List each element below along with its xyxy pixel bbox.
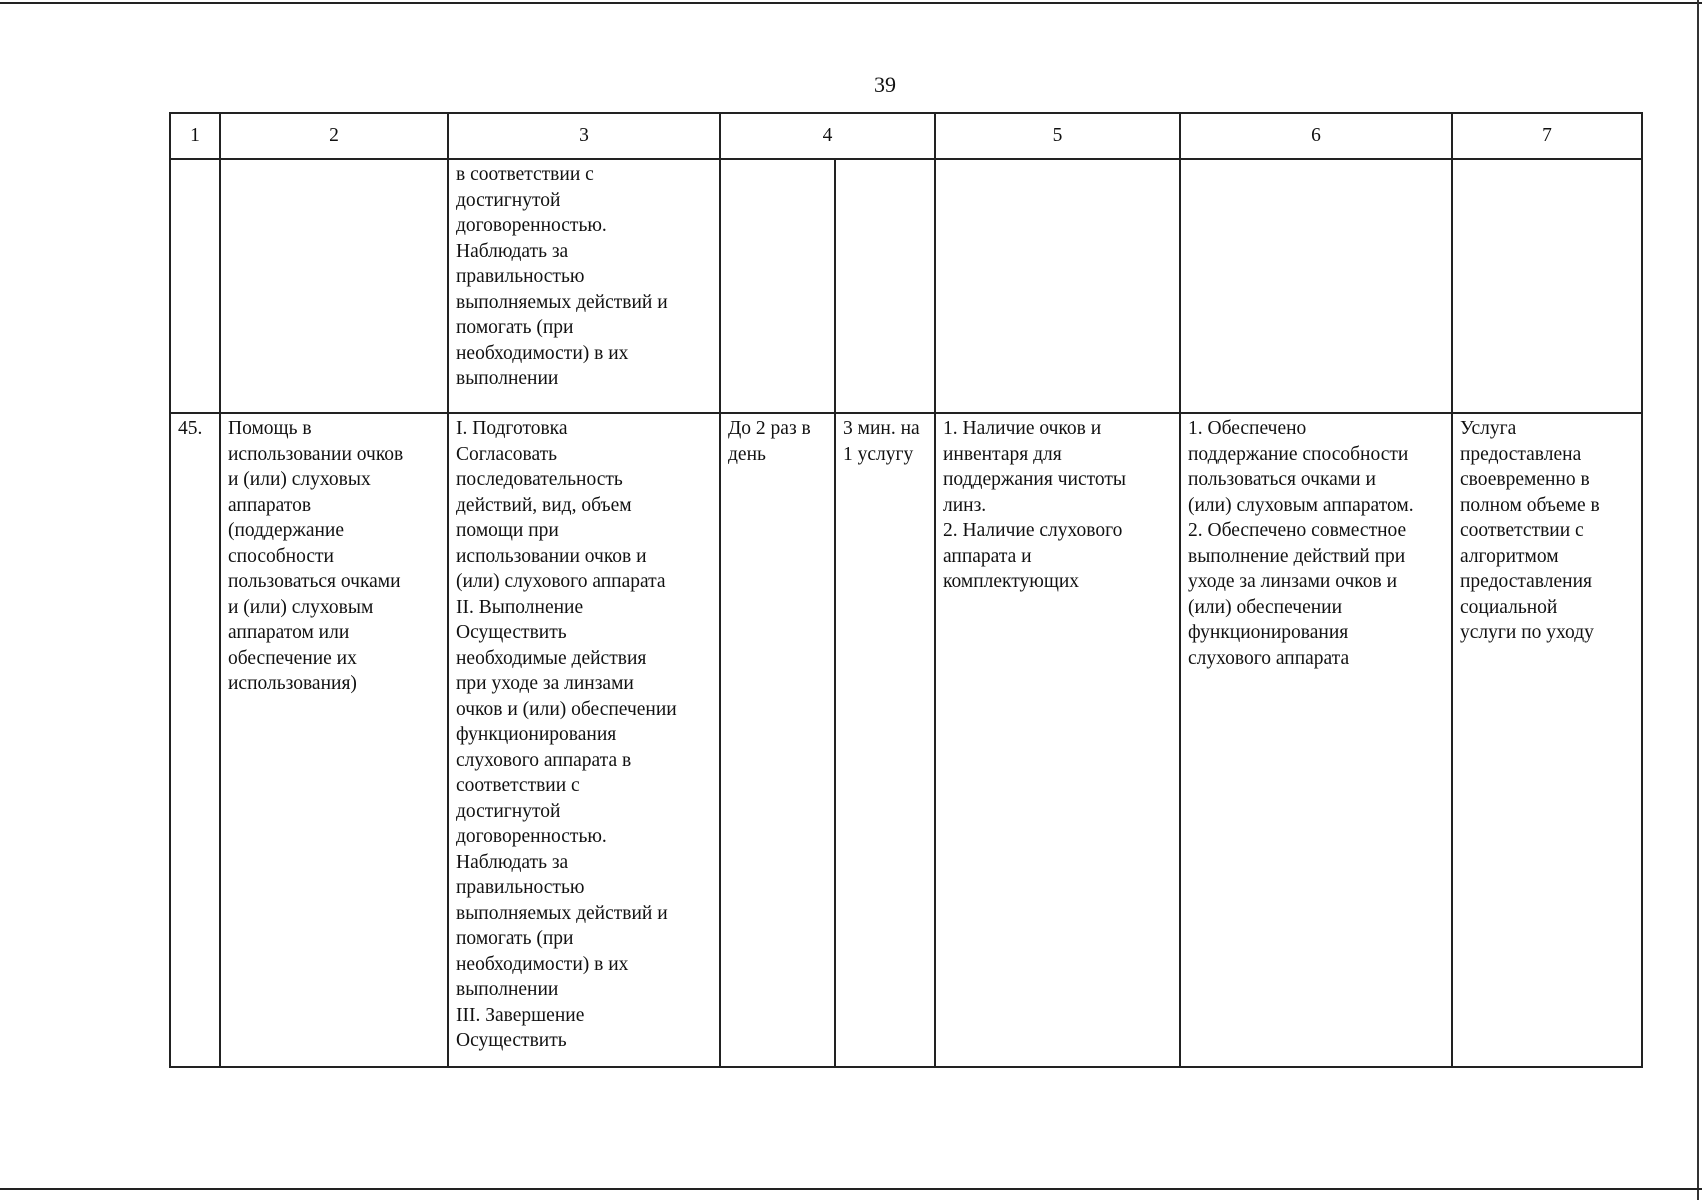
cell-text-line: соответствии с [1460,520,1584,541]
cell-text-line: необходимые действия [456,647,647,669]
cell-text-line: 2. Обеспечено совместное [1188,520,1407,541]
services-table [169,112,1643,1068]
table-row-45 [170,413,1642,1067]
cell-text-line: пользоваться очками и [1188,469,1376,490]
header-col-3: 3 [448,113,720,159]
cont-cell-6 [1180,159,1452,413]
cell-text-line: Осуществить [456,622,567,643]
cell-text-line: 1. Наличие очков и [943,418,1102,439]
cell-text-line: действий, вид, объем [456,494,632,516]
cell-text-line: (или) слуховым аппаратом. [1188,494,1414,516]
page-top-border [0,2,1702,4]
header-col-2: 2 [220,113,448,159]
cell-text-line: использовании очков и [456,545,647,567]
cell-text-line: помогать (при [456,317,574,338]
cell-text-line: слухового аппарата [1188,647,1350,669]
cell-text-line: способности [228,545,334,567]
cell-text-line: соответствии с [456,775,580,796]
cell-text-line: слухового аппарата в [456,749,632,771]
cont-cell-2 [220,159,448,413]
cell-text-line: и (или) слуховым [228,596,374,618]
row45-frequency [720,413,835,1067]
row45-evaluation [1452,413,1642,1067]
cell-text-line: выполнении [456,979,559,1000]
cell-text-line: договоренностью. [456,826,607,847]
cell-text-line: использования) [228,673,357,694]
header-row [170,113,1642,159]
cell-text-line: выполнение действий при [1188,545,1406,567]
cont-cell-4a [720,159,835,413]
cell-text-line: Помощь в [228,418,312,439]
cell-text-line: правильностью [456,266,585,287]
cell-text-line: 1 услугу [843,443,914,465]
cell-text-line: Согласовать [456,443,558,465]
cell-text-line: инвентаря для [943,443,1062,465]
cell-text-line: аппарата и [943,545,1032,567]
table-row-continuation [170,159,1642,413]
cell-text-line: функционирования [1188,622,1349,643]
cell-text-line: последовательность [456,469,623,490]
cell-text-line: достигнутой [456,800,561,822]
cell-text-line: (или) обеспечении [1188,596,1343,618]
cell-text-line: помогать (при [456,928,574,949]
header-col-1: 1 [170,113,220,159]
cont-cell-7 [1452,159,1642,413]
cell-text-line: достигнутой [456,189,561,211]
row45-duration [835,413,935,1067]
cell-text-line: 3 мин. на [843,418,920,439]
row45-description [448,413,720,1067]
cell-text-line: III. Завершение [456,1004,585,1026]
cell-text-line: предоставлена [1460,443,1582,465]
cell-text-line: I. Подготовка [456,418,568,439]
cell-text-line: (поддержание [228,520,345,541]
cell-text-line: аппаратов [228,494,312,516]
cell-text-line: очков и (или) обеспечении [456,698,677,720]
cell-text-line: линз. [943,494,987,516]
cell-text-line: аппаратом или [228,622,350,643]
page-right-border [1697,0,1699,1200]
page-number: 39 [874,72,896,97]
cont-cell-1 [170,159,220,413]
cell-text-line: договоренностью. [456,215,607,236]
cell-text-line: помощи при [456,520,559,541]
header-col-5: 5 [935,113,1180,159]
cell-text-line: поддержания чистоты [943,469,1126,490]
cell-text-line: комплектующих [943,571,1080,592]
cell-text-line: Услуга [1460,418,1517,439]
cell-text-line: II. Выполнение [456,596,584,618]
cell-text-line: предоставления [1460,571,1592,592]
cont-cell-4b [835,159,935,413]
cell-text-line: Осуществить [456,1030,567,1051]
cell-text-line: выполняемых действий и [456,902,668,924]
cell-text-line: выполнении [456,368,559,389]
cell-text-line: полном объеме в [1460,494,1600,516]
row45-number: 45. [170,413,220,1067]
cell-text-line: правильностью [456,877,585,898]
cell-text-line: пользоваться очками [228,571,401,592]
header-col-6: 6 [1180,113,1452,159]
cell-text-line: социальной [1460,596,1558,618]
cell-text-line: (или) слухового аппарата [456,571,666,592]
page-bottom-border [0,1188,1702,1190]
cell-text-line: 2. Наличие слухового [943,520,1123,541]
cell-text-line: 1. Обеспечено [1188,418,1307,439]
cell-text-line: Наблюдать за [456,240,569,262]
cell-text-line: необходимости) в их [456,342,629,364]
row45-results [1180,413,1452,1067]
header-col-4: 4 [720,113,935,159]
cell-text-line: услуги по уходу [1460,622,1594,643]
cell-text-line: поддержание способности [1188,443,1409,465]
cell-text-line: при уходе за линзами [456,673,634,694]
cell-text-line: день [728,443,766,465]
header-col-7: 7 [1452,113,1642,159]
cell-text-line: Наблюдать за [456,851,569,873]
cell-text-line: в соответствии с [456,164,594,185]
cell-text-line: использовании очков [228,443,404,465]
row45-conditions [935,413,1180,1067]
cell-text-line: До 2 раз в [728,418,811,439]
cell-text-line: алгоритмом [1460,545,1559,567]
cell-text-line: и (или) слуховых [228,469,371,490]
cell-text-line: уходе за линзами очков и [1188,571,1398,592]
cell-text-line: функционирования [456,724,617,745]
row45-service-name [220,413,448,1067]
cell-text-line: выполняемых действий и [456,291,668,313]
cont-cell-5 [935,159,1180,413]
cell-text-line: своевременно в [1460,469,1590,490]
cell-text-line: необходимости) в их [456,953,629,975]
cont-cell-3 [448,159,720,413]
cell-text-line: обеспечение их [228,647,357,669]
